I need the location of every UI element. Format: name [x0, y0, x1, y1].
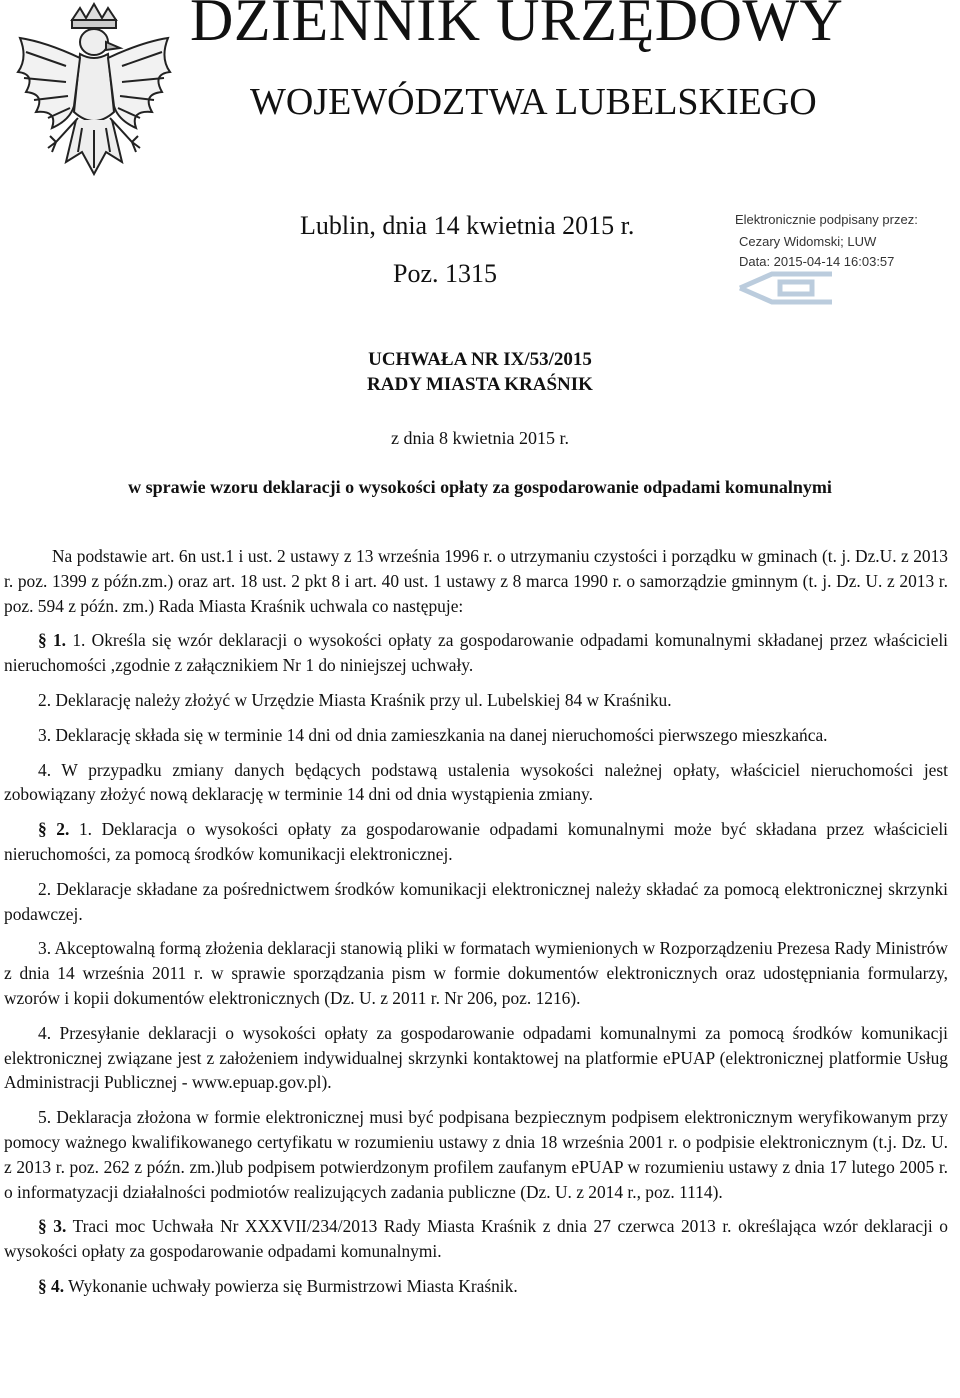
electronic-signature-stamp [732, 210, 958, 310]
section-2-paragraph-1 [4, 817, 948, 867]
resolution-date: z dnia 8 kwietnia 2015 r. [391, 428, 569, 448]
signature-label: Elektronicznie podpisany przez: [735, 212, 918, 227]
section-2-point-3: 3. Akceptowalną formą złożenia deklaracji stanowią pliki w formatach wymienionych w Rozporządzeniu Prezesa Rady Ministrów z dnia 14 września 2011 r. w sprawie sporządzania pism w formie dokumentów elektronicznych oraz udostępniania formularzy, wzorów i kopii dokumentów elektronicznych (Dz. U. z 2011 r. Nr 206, poz. 1216). [4, 938, 948, 1008]
coat-of-arms-eagle-icon [6, 2, 182, 190]
section-1-point-4: 4. W przypadku zmiany danych będących podstawą ustalenia wysokości należnej opłaty, właściciel nieruchomości jest zobowiązany złożyć nową deklarację w terminie 14 dni od dnia wystąpienia zmiany. [4, 759, 948, 805]
legal-basis-paragraph: Na podstawie art. 6n ust.1 i ust. 2 ustawy z 13 września 1996 r. o utrzymaniu czystości i porządku w gminach (t. j. Dz.U. z 2013 r. poz. 1399 z późn.zm.) oraz art. 18 ust. 2 pkt 8 i art. 40 ust. 1 ustawy z 8 marca 1990 r. o samorządzie gminnym (t. j. Dz. U. z 2013 r. poz. 594 z późn. zm.) Rada Miasta Kraśnik uchwala co następuje: [4, 546, 948, 616]
section-1-paragraph-1 [4, 628, 948, 678]
section-1-point-2: 2. Deklarację należy złożyć w Urzędzie Miasta Kraśnik przy ul. Lubelskiej 84 w Kraśniku. [38, 689, 672, 710]
resolution-body [4, 544, 948, 1309]
gazette-subtitle: WOJEWÓDZTWA LUBELSKIEGO [250, 81, 817, 123]
section-4-label: § 4. [38, 1275, 65, 1296]
resolution-subject: w sprawie wzoru deklaracji o wysokości opłaty za gospodarowanie odpadami komunalnymi [128, 477, 832, 497]
section-4-paragraph [4, 1274, 948, 1299]
section-2-point-1: 1. Deklaracja o wysokości opłaty za gospodarowanie odpadami komunalnymi może być składana przez właścicieli nieruchomości, za pomocą środków komunikacji elektronicznej. [4, 819, 948, 864]
gazette-title: DZIENNIK URZĘDOWY [190, 0, 844, 53]
section-2-label: § 2. [38, 819, 70, 840]
section-2-point-4: 4. Przesyłanie deklaracji o wysokości opłaty za gospodarowanie odpadami komunalnymi za pomocą środków komunikacji elektronicznej związane jest z założeniem indywidualnej skrzynki kontaktowej na platformie ePUAP (elektronicznej platformie Usług Administracji Publicznej - www.epuap.gov.pl). [4, 1022, 948, 1093]
signature-date: Data: 2015-04-14 16:03:57 [739, 254, 895, 269]
section-3-paragraph [4, 1214, 948, 1264]
signature-signer: Cezary Widomski; LUW [739, 234, 877, 249]
position-number: Poz. 1315 [393, 259, 497, 288]
section-2-point-5: 5. Deklaracja złożona w formie elektronicznej musi być podpisana bezpiecznym podpisem elektronicznym weryfikowanym przy pomocy ważnego kwalifikowanego certyfikatu w rozumieniu ustawy z dnia 18 września 2001 r. o podpisie elektronicznym (t.j. Dz. U. z 2013 r. poz. 262 z późn. zm.)lub podpisem potwierdzonym profilem zaufanym ePUAP w rozumieniu ustawy z dnia 17 lutego 2005 r. o informatyzacji działalności podmiotów realizujących zadania publiczne (Dz. U. z 2014 r., poz. 1114). [4, 1107, 948, 1202]
section-4-text: Wykonanie uchwały powierza się Burmistrzowi Miasta Kraśnik. [68, 1275, 518, 1296]
section-2-point-2: 2. Deklaracje składane za pośrednictwem środków komunikacji elektronicznej należy składać za pomocą elektronicznej skrzynki podawczej. [4, 878, 948, 924]
section-3-text: Traci moc Uchwała Nr XXXVII/234/2013 Rady Miasta Kraśnik z dnia 27 czerwca 2013 r. określająca wzór deklaracji o wysokości opłaty za gospodarowanie odpadami komunalnymi. [4, 1216, 948, 1262]
section-1-point-3: 3. Deklarację składa się w terminie 14 dni od dnia zamieszkania na danej nieruchomości pierwszego mieszkańca. [38, 724, 828, 745]
section-1-point-1: 1. Określa się wzór deklaracji o wysokości opłaty za gospodarowanie odpadami komunalnymi składanej przez właścicieli nieruchomości ,zgodnie z załącznikiem Nr 1 do niniejszej uchwały. [4, 630, 948, 676]
resolution-council: RADY MIASTA KRAŚNIK [367, 374, 593, 395]
signature-watermark-icon [732, 268, 842, 308]
resolution-number: UCHWAŁA NR IX/53/2015 [368, 349, 592, 370]
publication-place-date: Lublin, dnia 14 kwietnia 2015 r. [300, 211, 635, 240]
section-3-label: § 3. [38, 1216, 67, 1237]
section-1-label: § 1. [38, 630, 67, 651]
